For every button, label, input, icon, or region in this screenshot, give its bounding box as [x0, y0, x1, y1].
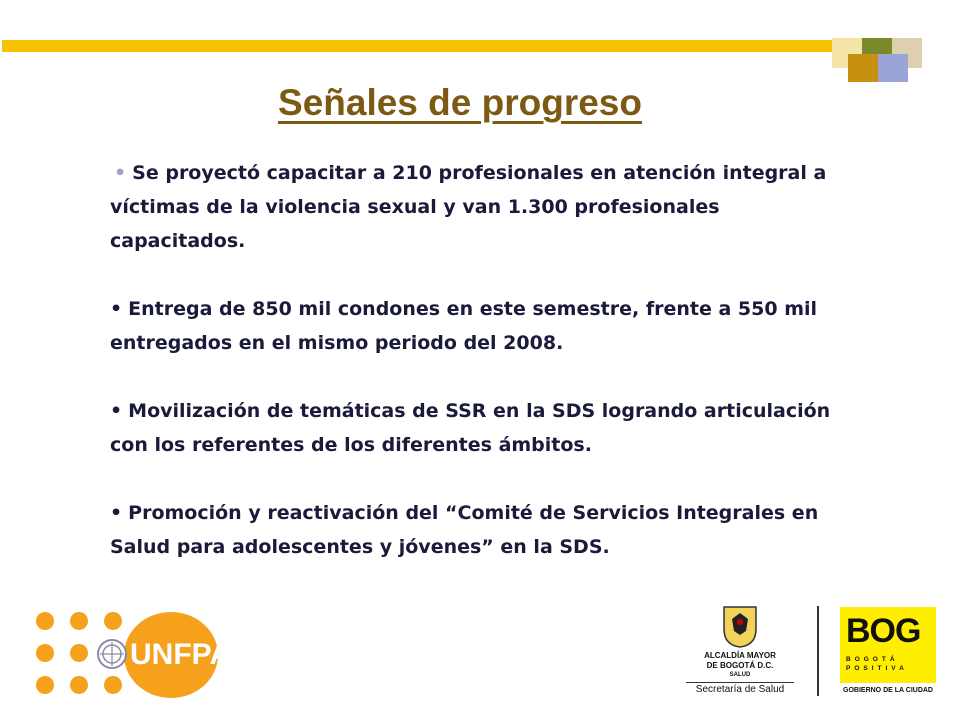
bogota-positiva-logo [840, 607, 936, 699]
bogota-coat-of-arms-icon [720, 605, 760, 649]
logo-dot [104, 676, 122, 694]
list-item-text: Movilización de temáticas de SSR en la SDS logrando articulación con los referentes de los diferentes ámbitos. [110, 400, 831, 456]
alcaldia-name-line2: DE BOGOTÁ D.C. [706, 661, 774, 670]
bullet-marker: • [110, 298, 123, 320]
alcaldia-logo [680, 605, 800, 705]
list-item [110, 156, 840, 258]
top-accent-bar [2, 40, 840, 52]
deco-square-gold [848, 54, 878, 82]
list-item-text: Promoción y reactivación del “Comité de Servicios Integrales en Salud para adolescentes y jóvenes” en la SDS. [110, 502, 819, 558]
list-item [110, 292, 840, 360]
list-item [110, 394, 840, 462]
alcaldia-sector: SALUD [729, 672, 751, 678]
list-item [110, 496, 840, 564]
alcaldia-secretaria: Secretaría de Salud [686, 682, 794, 697]
logo-dot [70, 676, 88, 694]
bog-wordmark: BOG [846, 612, 921, 650]
logo-dot [70, 644, 88, 662]
list-item-text: Se proyectó capacitar a 210 profesionales en atención integral a víctimas de la violencia sexual y van 1.300 profesionales capacitados. [110, 162, 827, 252]
logo-dot [36, 644, 54, 662]
logo-dot [36, 676, 54, 694]
bullet-marker: • [110, 400, 123, 422]
alcaldia-name-line1: ALCALDÍA MAYOR [704, 651, 776, 660]
bullet-marker: • [110, 502, 123, 524]
list-item-text: Entrega de 850 mil condones en este semestre, frente a 550 mil entregados en el mismo periodo del 2008. [110, 298, 818, 354]
bog-tagline: BOGOTÁ POSITIVA [846, 656, 908, 672]
logo-divider [817, 606, 819, 696]
logo-dot [36, 612, 54, 630]
bullet-marker: • [114, 162, 127, 184]
bullet-list [110, 156, 840, 598]
slide-title: Señales de progreso [278, 82, 642, 123]
unfpa-wordmark: UNFPA [130, 638, 232, 671]
deco-square-blue [878, 54, 908, 82]
unfpa-logo [36, 612, 236, 702]
bog-yellow-box [840, 607, 936, 683]
logo-dot [70, 612, 88, 630]
logo-dot [104, 612, 122, 630]
bog-footer: GOBIERNO DE LA CIUDAD [843, 687, 933, 694]
un-emblem-icon [96, 638, 128, 670]
